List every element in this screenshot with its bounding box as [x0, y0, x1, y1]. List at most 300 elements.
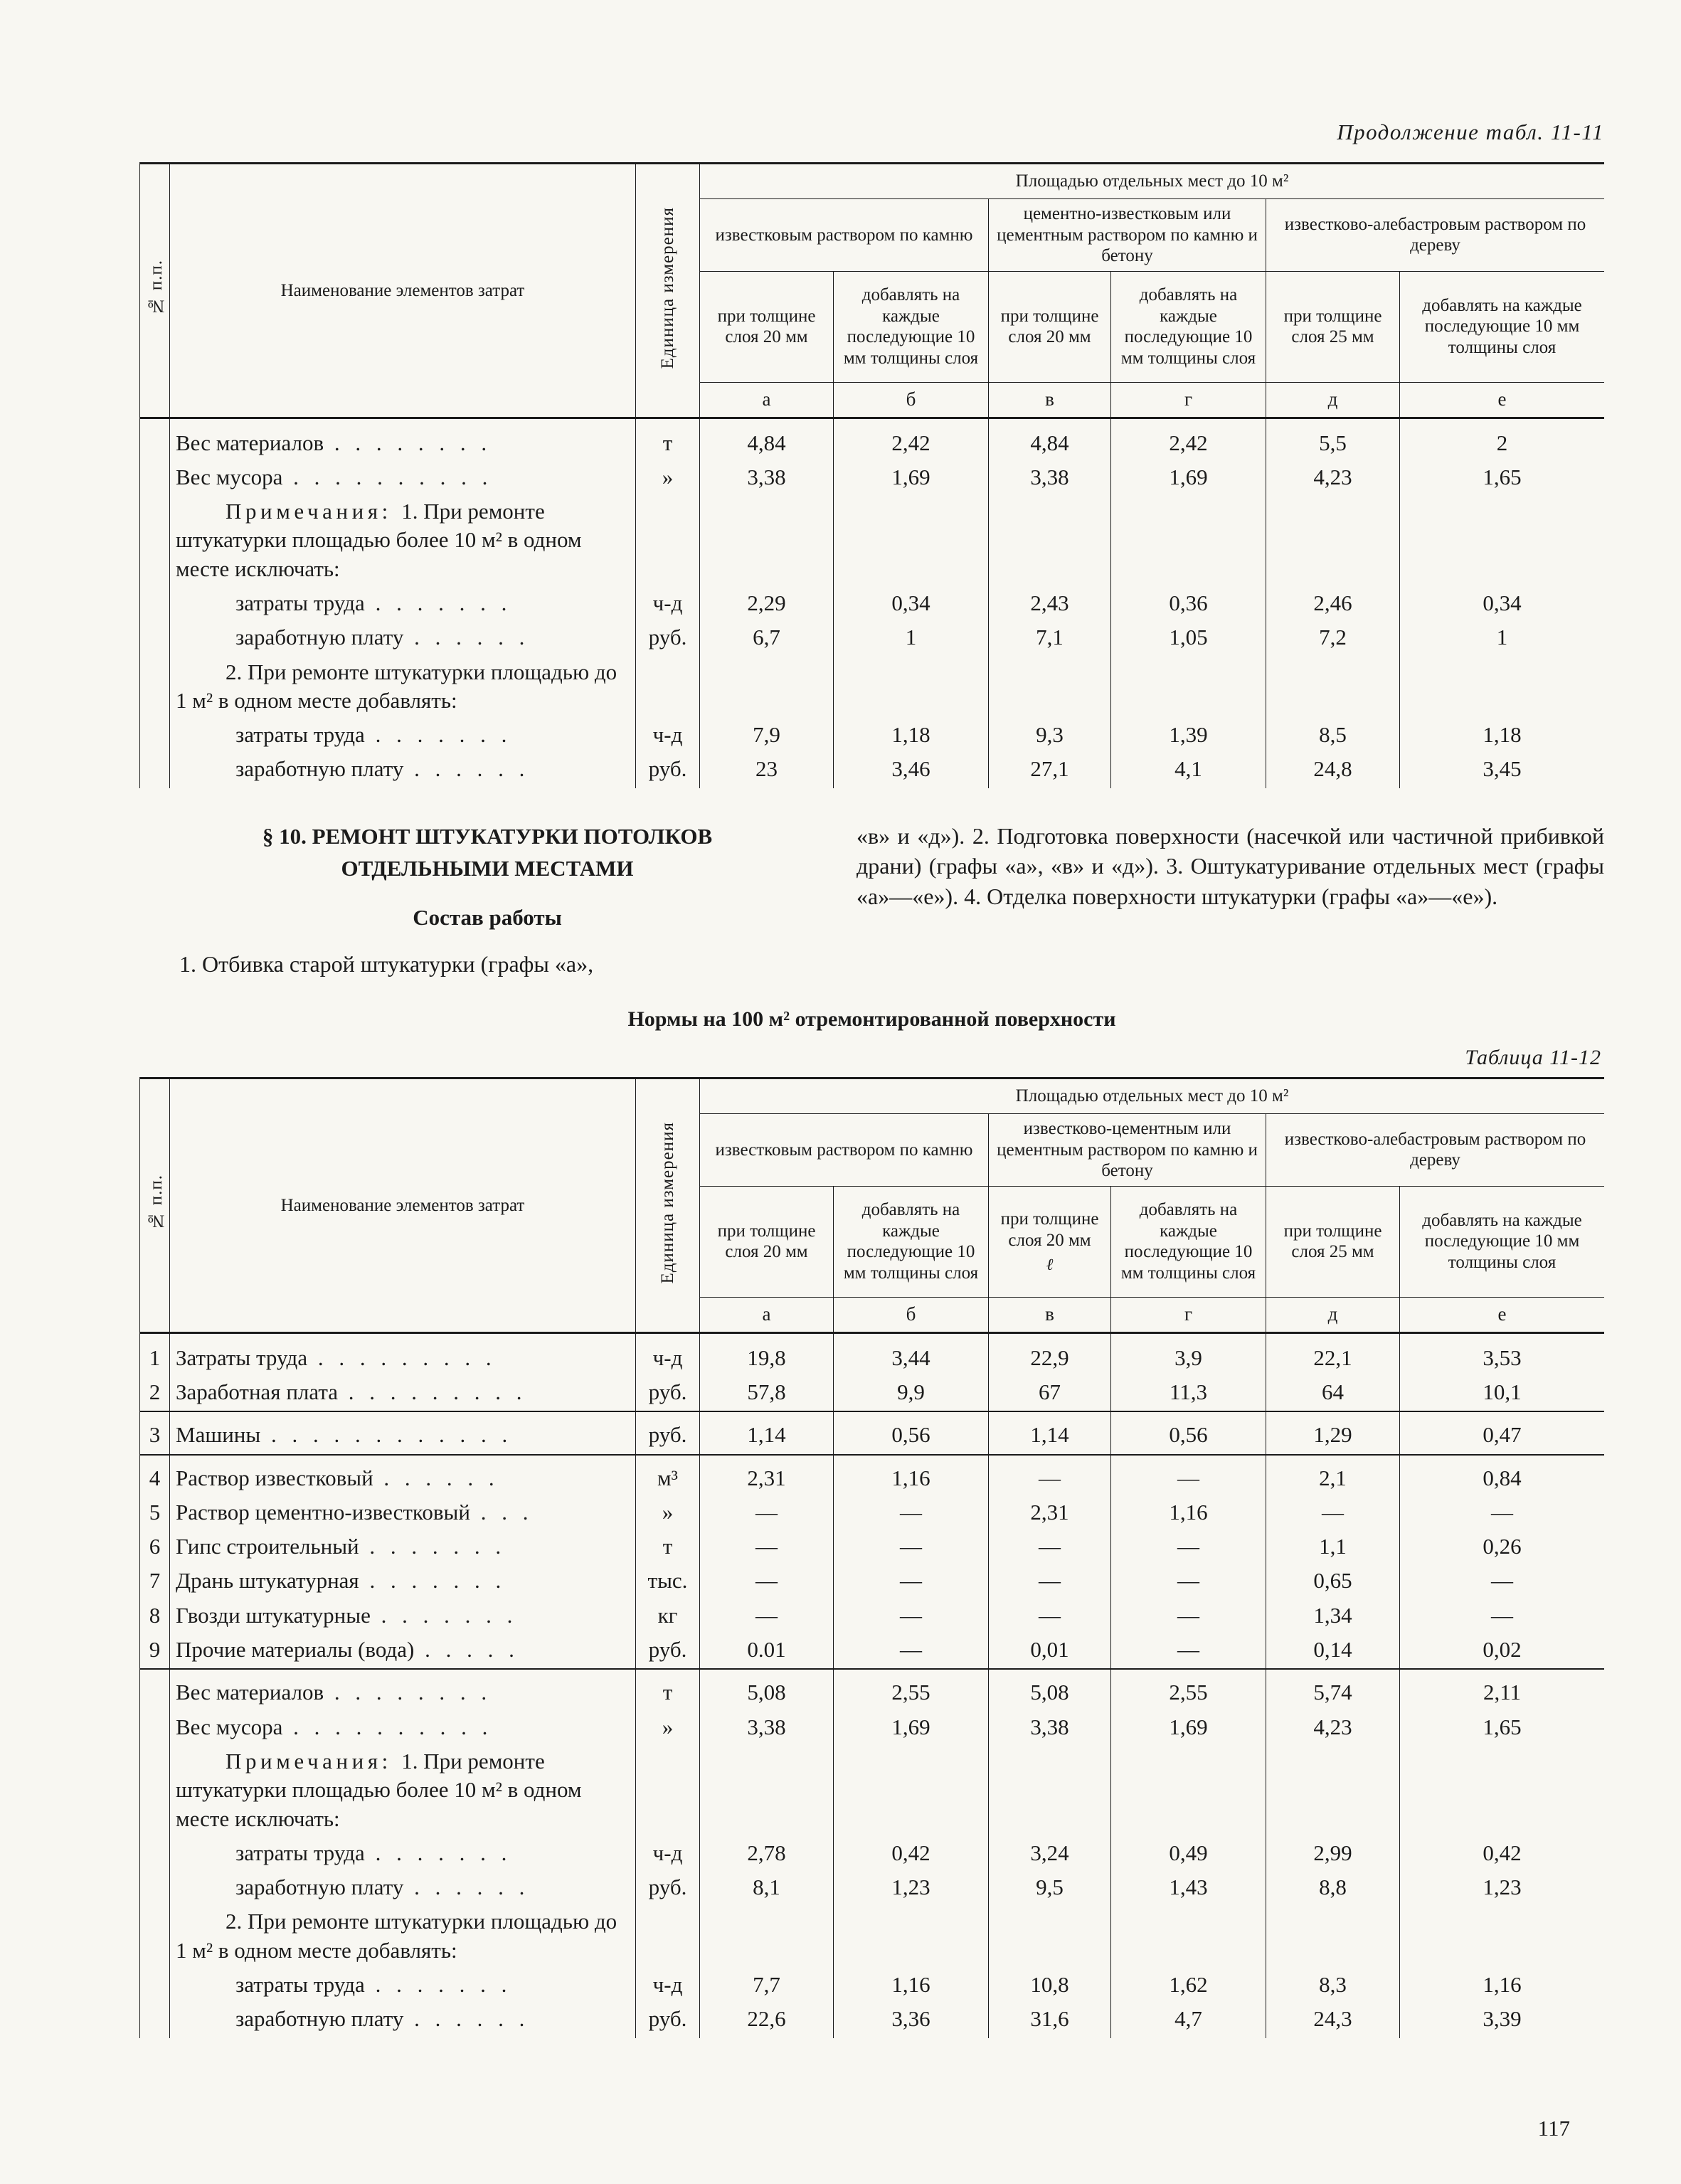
table-row: [140, 1531, 1605, 1565]
value-cell: 4,23: [1266, 1712, 1400, 1746]
cost-element-cell: Затраты труда . . . . . . . . .: [170, 1332, 636, 1377]
value-cell: [989, 496, 1111, 588]
cost-element-cell: затраты труда . . . . . . .: [170, 1969, 636, 2003]
letter-header-g: г: [1111, 1297, 1266, 1332]
value-cell: —: [834, 1531, 989, 1565]
value-cell: 0,36: [1111, 588, 1266, 622]
unit-cell: м³: [636, 1455, 700, 1497]
value-cell: 3,36: [834, 2003, 989, 2037]
value-cell: 3,53: [1400, 1332, 1605, 1377]
value-cell: 7,1: [989, 622, 1111, 656]
unit-cell: ч-д: [636, 719, 700, 753]
value-cell: [834, 657, 989, 720]
table-row: [140, 1377, 1605, 1411]
value-cell: —: [1111, 1565, 1266, 1599]
table-11-12: [139, 1077, 1604, 2037]
sub-header-e: добавлять на каждые последующие 10 мм толщины слоя: [1400, 1186, 1605, 1297]
value-cell: 1,69: [834, 1712, 989, 1746]
value-cell: 2,42: [834, 418, 989, 462]
letter-header-b: б: [834, 1297, 989, 1332]
value-cell: 2,99: [1266, 1838, 1400, 1872]
value-cell: 2,55: [834, 1669, 989, 1711]
dot-leader: . . . . . .: [373, 1465, 499, 1490]
value-cell: —: [1266, 1497, 1400, 1531]
row-number-cell: 5: [140, 1497, 170, 1531]
work-composition-left: 1. Отбивка старой штукатурки (графы «а»,: [179, 950, 594, 977]
norms-heading: Нормы на 100 м² отремонтированной поверхности: [627, 1007, 1116, 1032]
table-row: [140, 1969, 1605, 2003]
sub-header-b: добавлять на каждые последующие 10 мм толщины слоя: [834, 271, 989, 382]
dot-leader: . . . . .: [414, 1637, 519, 1663]
value-cell: 0,42: [1400, 1838, 1605, 1872]
cost-element-cell: Примечания: 1. При ремонте штукатурки площадью более 10 м² в одном месте исключать:: [170, 496, 636, 588]
table-11-11: [139, 162, 1604, 788]
value-cell: 1,69: [1111, 1712, 1266, 1746]
value-cell: —: [1111, 1531, 1266, 1565]
value-cell: 8,1: [700, 1872, 834, 1906]
col-number-label: № п.п.: [147, 1175, 166, 1231]
cost-element-cell: затраты труда . . . . . . .: [170, 588, 636, 622]
value-cell: 0,01: [989, 1634, 1111, 1669]
value-cell: 1,18: [834, 719, 989, 753]
value-cell: [1400, 496, 1605, 588]
value-cell: 19,8: [700, 1332, 834, 1377]
cost-element-cell: Вес мусора . . . . . . . . . .: [170, 1712, 636, 1746]
row-number-cell: [140, 1712, 170, 1746]
value-cell: 3,44: [834, 1332, 989, 1377]
unit-cell: »: [636, 462, 700, 496]
value-cell: [1266, 1906, 1400, 1969]
dot-leader: . . . . . . . .: [324, 1680, 492, 1705]
table-row: [140, 1634, 1605, 1669]
sub-header-a: при толщине слоя 20 мм: [700, 1186, 834, 1297]
letter-header-d: д: [1266, 382, 1400, 418]
value-cell: 4,23: [1266, 462, 1400, 496]
value-cell: —: [1400, 1565, 1605, 1599]
work-composition-right: «в» и «д»). 2. Подготовка поверхности (насечкой или частичной прибивкой драни) (графы «а», «в» и «д»). 3. Оштукатуривание отдельных мест (графы «а»—«е»). 4. Отделка поверхности штукатурки (графы «а»—«е»).: [857, 822, 1604, 909]
dot-leader: . . . . . . . . . .: [282, 464, 493, 489]
table-11-12-caption: Таблица 11-12: [1465, 1046, 1601, 1070]
sub-header-d: при толщине слоя 25 мм: [1266, 1186, 1400, 1297]
value-cell: 1,23: [834, 1872, 989, 1906]
row-number-cell: [140, 719, 170, 753]
unit-cell: т: [636, 1669, 700, 1711]
value-cell: 4,1: [1111, 753, 1266, 788]
value-cell: 3,38: [989, 462, 1111, 496]
page-number: 117: [1537, 2116, 1570, 2141]
cost-element-cell: Гипс строительный . . . . . . .: [170, 1531, 636, 1565]
section-left-column: [139, 821, 835, 979]
table-row: [140, 462, 1605, 496]
cost-element-cell: Заработная плата . . . . . . . . .: [170, 1377, 636, 1411]
table-row: [140, 622, 1605, 656]
table-row: [140, 1872, 1605, 1906]
value-cell: 5,5: [1266, 418, 1400, 462]
section-title: [139, 821, 835, 885]
table-row: [140, 1565, 1605, 1599]
value-cell: 2,31: [989, 1497, 1111, 1531]
value-cell: 1,16: [834, 1455, 989, 1497]
row-number-cell: 6: [140, 1531, 170, 1565]
value-cell: 0,56: [1111, 1411, 1266, 1454]
value-cell: 1,16: [834, 1969, 989, 2003]
value-cell: 3,39: [1400, 2003, 1605, 2037]
cost-element-cell: Вес материалов . . . . . . . .: [170, 418, 636, 462]
value-cell: —: [989, 1455, 1111, 1497]
value-cell: 1,43: [1111, 1872, 1266, 1906]
section-right-column: [857, 821, 1604, 979]
table-row: [140, 1497, 1605, 1531]
group-lime-header: известковым раствором по камню: [700, 1114, 989, 1187]
sub-header-v-mark: ℓ: [1046, 1256, 1054, 1274]
table-row: [140, 1712, 1605, 1746]
value-cell: [989, 657, 1111, 720]
row-number-cell: [140, 418, 170, 462]
group-lime-alabaster-header: известково-алебастровым раствором по дереву: [1266, 1114, 1605, 1187]
row-number-cell: 3: [140, 1411, 170, 1454]
sub-header-e: добавлять на каждые последующие 10 мм толщины слоя: [1400, 271, 1605, 382]
section-title-line2: ОТДЕЛЬНЫМИ МЕСТАМИ: [341, 855, 634, 881]
row-number-cell: [140, 462, 170, 496]
row-number-cell: [140, 1838, 170, 1872]
value-cell: —: [700, 1531, 834, 1565]
value-cell: 11,3: [1111, 1377, 1266, 1411]
value-cell: 23: [700, 753, 834, 788]
unit-cell: [636, 657, 700, 720]
cost-element-cell: заработную плату . . . . . .: [170, 1872, 636, 1906]
table-row: [140, 719, 1605, 753]
value-cell: 1,16: [1111, 1497, 1266, 1531]
dot-leader: . . . . . .: [403, 1875, 530, 1900]
dot-leader: . . . . . . .: [359, 1534, 507, 1559]
table-row: [140, 496, 1605, 588]
value-cell: 0,56: [834, 1411, 989, 1454]
cost-element-cell: Прочие материалы (вода) . . . . .: [170, 1634, 636, 1669]
value-cell: 0,84: [1400, 1455, 1605, 1497]
group-lime-alabaster-header: известково-алебастровым раствором по дереву: [1266, 199, 1605, 272]
dot-leader: . . . . . . . . . . . .: [260, 1422, 513, 1448]
value-cell: 4,84: [989, 418, 1111, 462]
col-unit-header: [636, 164, 700, 418]
value-cell: [1111, 1906, 1266, 1969]
value-cell: 7,2: [1266, 622, 1400, 656]
unit-cell: т: [636, 1531, 700, 1565]
unit-cell: руб.: [636, 1377, 700, 1411]
group-lime-cement-header: известково-цементным или цементным раствором по камню и бетону: [989, 1114, 1266, 1187]
row-number-cell: [140, 1906, 170, 1969]
value-cell: 1,29: [1266, 1411, 1400, 1454]
section-title-line1: § 10. РЕМОНТ ШТУКАТУРКИ ПОТОЛКОВ: [262, 823, 713, 849]
value-cell: [1266, 496, 1400, 588]
value-cell: 1: [1400, 622, 1605, 656]
table-11-12-header: [140, 1078, 1605, 1333]
value-cell: 1,65: [1400, 1712, 1605, 1746]
continuation-caption: Продолжение табл. 11-11: [1337, 120, 1604, 144]
value-cell: [700, 1746, 834, 1838]
dot-leader: . . . . . . . . .: [338, 1379, 527, 1404]
dot-leader: . . . . . . .: [364, 590, 512, 615]
value-cell: 9,3: [989, 719, 1111, 753]
value-cell: 0,34: [1400, 588, 1605, 622]
letter-header-v: в: [989, 382, 1111, 418]
value-cell: —: [1111, 1634, 1266, 1669]
dot-leader: . . . . . . .: [364, 1972, 512, 1998]
cost-element-cell: Вес мусора . . . . . . . . . .: [170, 462, 636, 496]
section-text: [139, 821, 1604, 979]
value-cell: 0,49: [1111, 1838, 1266, 1872]
cost-element-cell: 2. При ремонте штукатурки площадью до 1 м² в одном месте добавлять:: [170, 1906, 636, 1969]
sub-header-b: добавлять на каждые последующие 10 мм толщины слоя: [834, 1186, 989, 1297]
value-cell: —: [834, 1600, 989, 1634]
table-row: [140, 1906, 1605, 1969]
value-cell: 2,29: [700, 588, 834, 622]
dot-leader: . . . . . . . . . .: [282, 1714, 493, 1739]
value-cell: —: [989, 1565, 1111, 1599]
unit-cell: ч-д: [636, 1838, 700, 1872]
value-cell: 22,6: [700, 2003, 834, 2037]
unit-cell: руб.: [636, 1872, 700, 1906]
span-header: Площадью отдельных мест до 10 м²: [700, 1078, 1605, 1114]
sub-header-v: при толщине слоя 20 мм: [989, 271, 1111, 382]
value-cell: 2,1: [1266, 1455, 1400, 1497]
col-number-header: [140, 1078, 170, 1333]
value-cell: 67: [989, 1377, 1111, 1411]
cost-element-cell: Вес материалов . . . . . . . .: [170, 1669, 636, 1711]
value-cell: [1400, 657, 1605, 720]
value-cell: 2,11: [1400, 1669, 1605, 1711]
value-cell: 0,65: [1266, 1565, 1400, 1599]
value-cell: 1,14: [700, 1411, 834, 1454]
letter-header-a: а: [700, 382, 834, 418]
value-cell: —: [834, 1497, 989, 1531]
col-unit-label: Единица измерения: [657, 206, 677, 369]
sub-header-d: при толщине слоя 25 мм: [1266, 271, 1400, 382]
value-cell: 0,14: [1266, 1634, 1400, 1669]
value-cell: 1,05: [1111, 622, 1266, 656]
table-row: [140, 1332, 1605, 1377]
value-cell: 2: [1400, 418, 1605, 462]
value-cell: 8,5: [1266, 719, 1400, 753]
value-cell: 1,23: [1400, 1872, 1605, 1906]
value-cell: 1,65: [1400, 462, 1605, 496]
col-unit-label: Единица измерения: [657, 1121, 677, 1284]
section-subtitle: Состав работы: [413, 904, 562, 930]
value-cell: [1111, 1746, 1266, 1838]
table-row: [140, 1669, 1605, 1711]
value-cell: 0.01: [700, 1634, 834, 1669]
sub-header-g: добавлять на каждые последующие 10 мм толщины слоя: [1111, 271, 1266, 382]
value-cell: 7,9: [700, 719, 834, 753]
value-cell: 9,9: [834, 1377, 989, 1411]
dot-leader: . . . . . .: [403, 625, 530, 650]
value-cell: 22,1: [1266, 1332, 1400, 1377]
unit-cell: »: [636, 1712, 700, 1746]
group-lime-header: известковым раствором по камню: [700, 199, 989, 272]
letter-header-d: д: [1266, 1297, 1400, 1332]
value-cell: 5,08: [989, 1669, 1111, 1711]
table-row: [140, 753, 1605, 788]
note-label: Примечания:: [226, 1748, 402, 1774]
value-cell: 1,18: [1400, 719, 1605, 753]
value-cell: 2,78: [700, 1838, 834, 1872]
value-cell: 9,5: [989, 1872, 1111, 1906]
value-cell: 24,3: [1266, 2003, 1400, 2037]
value-cell: 22,9: [989, 1332, 1111, 1377]
value-cell: 3,24: [989, 1838, 1111, 1872]
value-cell: —: [834, 1634, 989, 1669]
unit-cell: руб.: [636, 1634, 700, 1669]
value-cell: [834, 1746, 989, 1838]
row-number-cell: 2: [140, 1377, 170, 1411]
value-cell: 3,38: [700, 462, 834, 496]
row-number-cell: 9: [140, 1634, 170, 1669]
value-cell: 10,1: [1400, 1377, 1605, 1411]
table-row: [140, 1411, 1605, 1454]
value-cell: 64: [1266, 1377, 1400, 1411]
value-cell: [1111, 496, 1266, 588]
value-cell: [989, 1906, 1111, 1969]
table-row: [140, 1746, 1605, 1838]
value-cell: 57,8: [700, 1377, 834, 1411]
table-row: [140, 1838, 1605, 1872]
unit-cell: т: [636, 418, 700, 462]
dot-leader: . . . . . . .: [364, 722, 512, 748]
row-number-cell: [140, 1872, 170, 1906]
value-cell: 1,39: [1111, 719, 1266, 753]
value-cell: 8,8: [1266, 1872, 1400, 1906]
sub-header-v-label: при толщине слоя 20 мм: [1000, 1209, 1099, 1250]
dot-leader: . . . . . . .: [370, 1602, 518, 1628]
value-cell: 3,38: [989, 1712, 1111, 1746]
value-cell: 1,69: [1111, 462, 1266, 496]
dot-leader: . . . . . . . .: [324, 430, 492, 455]
span-header: Площадью отдельных мест до 10 м²: [700, 164, 1605, 199]
row-number-cell: [140, 588, 170, 622]
cost-element-cell: затраты труда . . . . . . .: [170, 1838, 636, 1872]
row-number-cell: [140, 2003, 170, 2037]
table-11-11-body: [140, 418, 1605, 788]
col-name-header: Наименование элементов затрат: [170, 1078, 636, 1333]
col-number-label: № п.п.: [147, 260, 166, 316]
value-cell: 5,74: [1266, 1669, 1400, 1711]
table-row: [140, 418, 1605, 462]
cost-element-cell: затраты труда . . . . . . .: [170, 719, 636, 753]
value-cell: 0,47: [1400, 1411, 1605, 1454]
value-cell: 1,16: [1400, 1969, 1605, 2003]
value-cell: 3,46: [834, 753, 989, 788]
value-cell: —: [989, 1531, 1111, 1565]
value-cell: —: [700, 1497, 834, 1531]
value-cell: 2,42: [1111, 418, 1266, 462]
row-number-cell: [140, 1669, 170, 1711]
value-cell: 31,6: [989, 2003, 1111, 2037]
letter-header-e: е: [1400, 1297, 1605, 1332]
sub-header-g: добавлять на каждые последующие 10 мм толщины слоя: [1111, 1186, 1266, 1297]
note-label: Примечания:: [226, 499, 402, 524]
value-cell: 1,1: [1266, 1531, 1400, 1565]
letter-header-e: е: [1400, 382, 1605, 418]
value-cell: —: [989, 1600, 1111, 1634]
value-cell: 1: [834, 622, 989, 656]
dot-leader: . . . . . . . . .: [307, 1345, 497, 1370]
row-number-cell: [140, 753, 170, 788]
value-cell: [700, 657, 834, 720]
value-cell: [1111, 657, 1266, 720]
col-name-header: Наименование элементов затрат: [170, 164, 636, 418]
row-number-cell: 4: [140, 1455, 170, 1497]
row-number-cell: 1: [140, 1332, 170, 1377]
unit-cell: [636, 496, 700, 588]
letter-header-a: а: [700, 1297, 834, 1332]
unit-cell: ч-д: [636, 1332, 700, 1377]
cost-element-cell: заработную плату . . . . . .: [170, 622, 636, 656]
value-cell: [989, 1746, 1111, 1838]
value-cell: —: [1400, 1497, 1605, 1531]
value-cell: [834, 1906, 989, 1969]
letter-header-b: б: [834, 382, 989, 418]
cost-element-cell: Раствор известковый . . . . . .: [170, 1455, 636, 1497]
value-cell: 1,69: [834, 462, 989, 496]
value-cell: —: [834, 1565, 989, 1599]
value-cell: 7,7: [700, 1969, 834, 2003]
value-cell: 10,8: [989, 1969, 1111, 2003]
row-number-cell: 8: [140, 1600, 170, 1634]
value-cell: 24,8: [1266, 753, 1400, 788]
letter-header-g: г: [1111, 382, 1266, 418]
value-cell: 0,26: [1400, 1531, 1605, 1565]
dot-leader: . . . . . . .: [359, 1568, 507, 1594]
value-cell: 1,62: [1111, 1969, 1266, 2003]
value-cell: [834, 496, 989, 588]
group-cement-lime-header: цементно-известковым или цементным раствором по камню и бетону: [989, 199, 1266, 272]
row-number-cell: [140, 657, 170, 720]
table-row: [140, 588, 1605, 622]
value-cell: 2,31: [700, 1455, 834, 1497]
value-cell: 2,43: [989, 588, 1111, 622]
cost-element-cell: Дрань штукатурная . . . . . . .: [170, 1565, 636, 1599]
value-cell: 3,9: [1111, 1332, 1266, 1377]
value-cell: —: [1111, 1600, 1266, 1634]
value-cell: [1266, 1746, 1400, 1838]
value-cell: 2,46: [1266, 588, 1400, 622]
value-cell: 4,7: [1111, 2003, 1266, 2037]
value-cell: 0,34: [834, 588, 989, 622]
dot-leader: . . . . . .: [403, 756, 530, 782]
unit-cell: »: [636, 1497, 700, 1531]
unit-cell: кг: [636, 1600, 700, 1634]
value-cell: [700, 1906, 834, 1969]
value-cell: 3,38: [700, 1712, 834, 1746]
value-cell: —: [1400, 1600, 1605, 1634]
unit-cell: руб.: [636, 622, 700, 656]
value-cell: 4,84: [700, 418, 834, 462]
cost-element-cell: Машины . . . . . . . . . . . .: [170, 1411, 636, 1454]
unit-cell: ч-д: [636, 588, 700, 622]
unit-cell: [636, 1906, 700, 1969]
value-cell: [1266, 657, 1400, 720]
value-cell: 8,3: [1266, 1969, 1400, 2003]
dot-leader: . . . . . .: [403, 2006, 530, 2032]
value-cell: 27,1: [989, 753, 1111, 788]
value-cell: —: [700, 1600, 834, 1634]
cost-element-cell: Раствор цементно-известковый . . .: [170, 1497, 636, 1531]
letter-header-v: в: [989, 1297, 1111, 1332]
unit-cell: тыс.: [636, 1565, 700, 1599]
value-cell: [1400, 1906, 1605, 1969]
value-cell: —: [1111, 1455, 1266, 1497]
dot-leader: . . . . . . .: [364, 1840, 512, 1865]
cost-element-cell: заработную плату . . . . . .: [170, 2003, 636, 2037]
